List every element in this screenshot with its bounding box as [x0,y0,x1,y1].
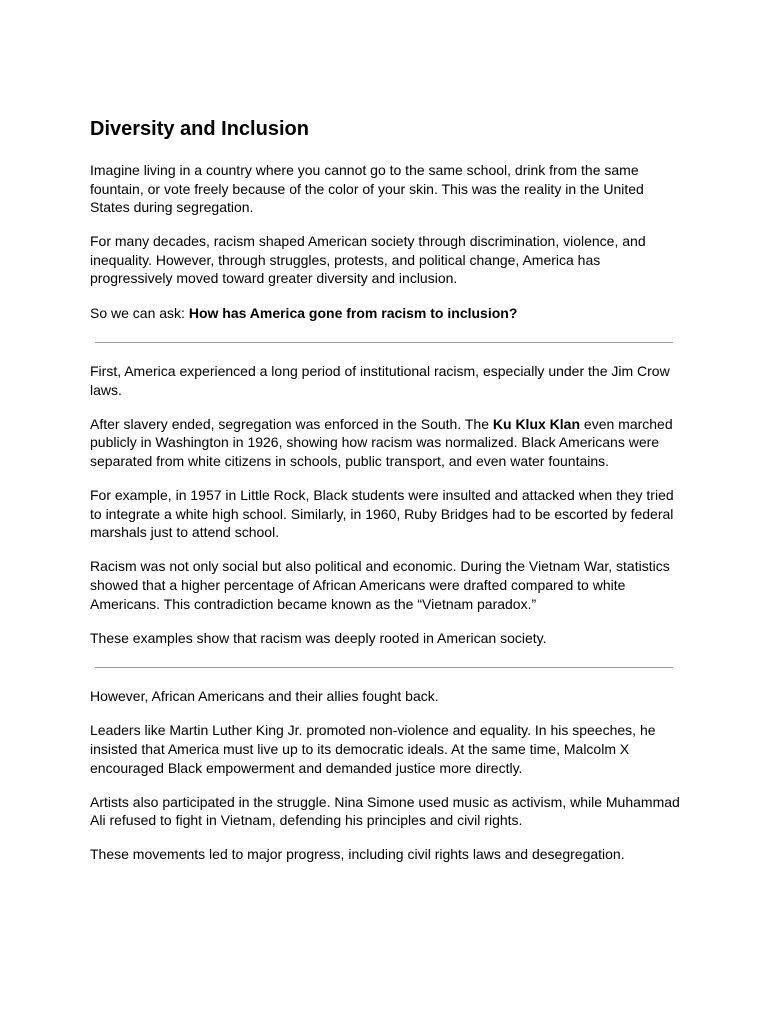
section1-p2-after: even marched publicly in Washington in 1926, showing how racism was normalized. Black Americans were separated from white citizens in schools, public transport, and even water fountains. [90,415,673,470]
intro-paragraph-2: For many decades, racism shaped American society through discrimination, violence, and inequality. However, through struggles, protests, and political change, America has progressively moved toward greater diversity and inclusion. [90,233,646,287]
section-fighting-back [90,668,678,864]
intro-paragraph-1: Imagine living in a country where you cannot go to the same school, drink from the same fountain, or vote freely because of the color of your skin. This was the reality in the United States during segregation. [90,162,644,216]
section1-paragraph-1: First, America experienced a long period of institutional racism, especially under the Jim Crow laws. [90,363,670,398]
section2-paragraph-1: However, African Americans and their allies fought back. [90,688,439,705]
section1-paragraph-5: These examples show that racism was deeply rooted in American society. [90,629,547,646]
kkk-emphasis: Ku Klux Klan [492,415,581,432]
page-title: Diversity and Inclusion [90,118,309,140]
intro-section [90,161,678,322]
section1-paragraph-2 [90,415,680,471]
section2-paragraph-2: Leaders like Martin Luther King Jr. promoted non-violence and equality. In his speeches, he insisted that America must live up to its democratic ideals. At the same time, Malcolm X encouraged Black empowerment and demanded justice more directly. [90,722,656,776]
question-lead: So we can ask: [90,304,189,321]
section1-paragraph-4: Racism was not only social but also political and economic. During the Vietnam War, statistics showed that a higher percentage of African Americans were drafted compared to white Americans. This contradiction became known as the “Vietnam paradox.” [90,558,670,612]
section-institutional-racism [90,343,678,647]
central-question: How has America gone from racism to inclusion? [188,304,518,321]
section1-paragraph-3: For example, in 1957 in Little Rock, Black students were insulted and attacked when they tried to integrate a white high school. Similarly, in 1960, Ruby Bridges had to be escorted by federal marshals just to attend school. [90,487,674,541]
intro-paragraph-3 [90,304,680,323]
section2-paragraph-3: Artists also participated in the struggle. Nina Simone used music as activism, while Muhammad Ali refused to fight in Vietnam, defending his principles and civil rights. [90,793,680,829]
section1-p2-before: After slavery ended, segregation was enforced in the South. The [90,415,493,432]
section2-paragraph-4: These movements led to major progress, including civil rights laws and desegregation. [90,846,625,863]
